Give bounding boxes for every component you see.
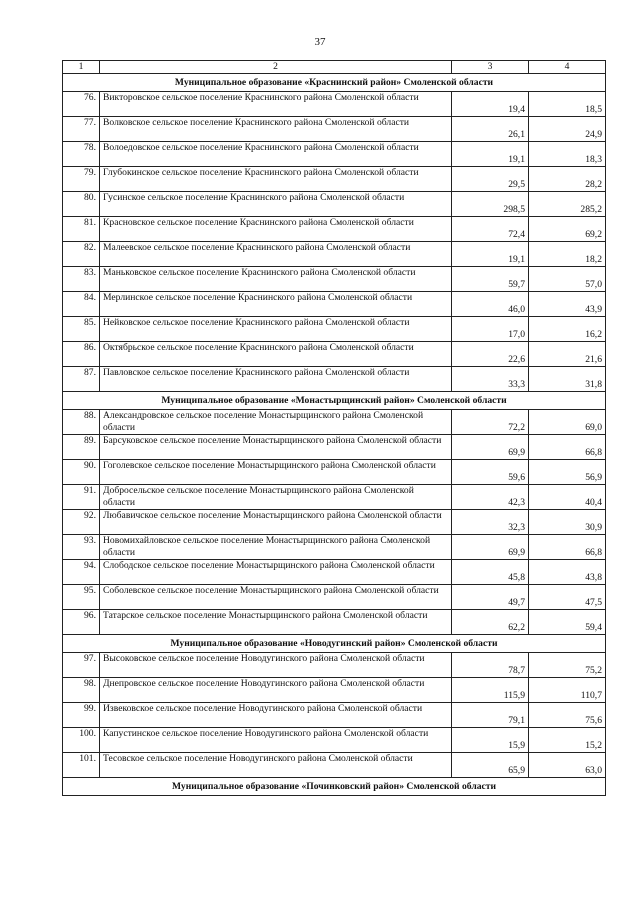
row-number: 85.	[63, 317, 100, 342]
value-column-3: 72,4	[452, 217, 529, 242]
value-column-4: 47,5	[529, 585, 606, 610]
settlement-name: Красновское сельское поселение Краснинского района Смоленской области	[100, 217, 452, 242]
section-title: Муниципальное образование «Починковский район» Смоленской области	[63, 778, 606, 796]
table-row	[63, 703, 606, 728]
section-title: Муниципальное образование «Новодугинский район» Смоленской области	[63, 635, 606, 653]
value-column-4: 59,4	[529, 610, 606, 635]
value-column-3: 69,9	[452, 535, 529, 560]
settlement-name: Капустинское сельское поселение Новодугинского района Смоленской области	[100, 728, 452, 753]
settlement-name: Волковское сельское поселение Краснинского района Смоленской области	[100, 117, 452, 142]
row-number: 89.	[63, 435, 100, 460]
value-column-3: 79,1	[452, 703, 529, 728]
column-header: 1	[63, 61, 100, 74]
settlement-name: Извековское сельское поселение Новодугинского района Смоленской области	[100, 703, 452, 728]
page-number: 37	[314, 36, 326, 48]
value-column-3: 59,6	[452, 460, 529, 485]
value-column-3: 65,9	[452, 753, 529, 778]
value-column-4: 69,0	[529, 410, 606, 435]
table-row	[63, 167, 606, 192]
value-column-3: 62,2	[452, 610, 529, 635]
value-column-4: 66,8	[529, 535, 606, 560]
value-column-4: 40,4	[529, 485, 606, 510]
value-column-4: 21,6	[529, 342, 606, 367]
settlement-name: Любавичское сельское поселение Монастырщинского района Смоленской области	[100, 510, 452, 535]
section-header-row	[63, 74, 606, 92]
row-number: 100.	[63, 728, 100, 753]
value-column-3: 15,9	[452, 728, 529, 753]
value-column-3: 72,2	[452, 410, 529, 435]
row-number: 81.	[63, 217, 100, 242]
settlement-name: Волоедовское сельское поселение Краснинского района Смоленской области	[100, 142, 452, 167]
settlement-name: Глубокинское сельское поселение Краснинского района Смоленской области	[100, 167, 452, 192]
table-row	[63, 217, 606, 242]
table-row	[63, 342, 606, 367]
row-number: 82.	[63, 242, 100, 267]
value-column-4: 18,5	[529, 92, 606, 117]
settlement-name: Новомихайловское сельское поселение Монастырщинского района Смоленской области	[100, 535, 452, 560]
value-column-3: 29,5	[452, 167, 529, 192]
value-column-3: 45,8	[452, 560, 529, 585]
table-row	[63, 292, 606, 317]
table-row	[63, 410, 606, 435]
table-row	[63, 510, 606, 535]
settlement-name: Барсуковское сельское поселение Монастырщинского района Смоленской области	[100, 435, 452, 460]
table-row	[63, 560, 606, 585]
value-column-4: 69,2	[529, 217, 606, 242]
column-header: 3	[452, 61, 529, 74]
table-row	[63, 610, 606, 635]
value-column-3: 59,7	[452, 267, 529, 292]
value-column-3: 46,0	[452, 292, 529, 317]
value-column-4: 75,2	[529, 653, 606, 678]
column-header: 4	[529, 61, 606, 74]
settlement-name: Мерлинское сельское поселение Краснинского района Смоленской области	[100, 292, 452, 317]
table-row	[63, 678, 606, 703]
section-header-row	[63, 635, 606, 653]
section-header-row	[63, 778, 606, 796]
table-row	[63, 653, 606, 678]
settlement-name: Тесовское сельское поселение Новодугинского района Смоленской области	[100, 753, 452, 778]
value-column-4: 16,2	[529, 317, 606, 342]
value-column-3: 19,4	[452, 92, 529, 117]
value-column-4: 110,7	[529, 678, 606, 703]
value-column-3: 115,9	[452, 678, 529, 703]
value-column-4: 285,2	[529, 192, 606, 217]
value-column-3: 42,3	[452, 485, 529, 510]
row-number: 78.	[63, 142, 100, 167]
table-row	[63, 485, 606, 510]
section-header-row	[63, 392, 606, 410]
settlement-name: Нейковское сельское поселение Краснинского района Смоленской области	[100, 317, 452, 342]
settlement-name: Татарское сельское поселение Монастырщинского района Смоленской области	[100, 610, 452, 635]
row-number: 97.	[63, 653, 100, 678]
settlement-name: Александровское сельское поселение Монастырщинского района Смоленской области	[100, 410, 452, 435]
value-column-4: 75,6	[529, 703, 606, 728]
row-number: 79.	[63, 167, 100, 192]
column-header: 2	[100, 61, 452, 74]
table-row	[63, 435, 606, 460]
settlement-name: Гоголевское сельское поселение Монастырщинского района Смоленской области	[100, 460, 452, 485]
value-column-4: 31,8	[529, 367, 606, 392]
value-column-4: 43,9	[529, 292, 606, 317]
value-column-4: 57,0	[529, 267, 606, 292]
data-table	[62, 60, 606, 796]
row-number: 77.	[63, 117, 100, 142]
row-number: 91.	[63, 485, 100, 510]
value-column-4: 56,9	[529, 460, 606, 485]
value-column-3: 32,3	[452, 510, 529, 535]
settlement-name: Высоковское сельское поселение Новодугинского района Смоленской области	[100, 653, 452, 678]
table-row	[63, 460, 606, 485]
row-number: 94.	[63, 560, 100, 585]
value-column-4: 66,8	[529, 435, 606, 460]
value-column-3: 19,1	[452, 242, 529, 267]
row-number: 86.	[63, 342, 100, 367]
row-number: 92.	[63, 510, 100, 535]
section-title: Муниципальное образование «Краснинский район» Смоленской области	[63, 74, 606, 92]
value-column-4: 18,3	[529, 142, 606, 167]
table-row	[63, 317, 606, 342]
value-column-4: 43,8	[529, 560, 606, 585]
settlement-name: Павловское сельское поселение Краснинского района Смоленской области	[100, 367, 452, 392]
table-row	[63, 535, 606, 560]
value-column-3: 298,5	[452, 192, 529, 217]
row-number: 95.	[63, 585, 100, 610]
value-column-4: 28,2	[529, 167, 606, 192]
row-number: 84.	[63, 292, 100, 317]
row-number: 98.	[63, 678, 100, 703]
value-column-4: 24,9	[529, 117, 606, 142]
value-column-3: 33,3	[452, 367, 529, 392]
value-column-4: 18,2	[529, 242, 606, 267]
table-row	[63, 753, 606, 778]
value-column-3: 19,1	[452, 142, 529, 167]
table-row	[63, 192, 606, 217]
row-number: 101.	[63, 753, 100, 778]
settlement-name: Добросельское сельское поселение Монастырщинского района Смоленской области	[100, 485, 452, 510]
row-number: 76.	[63, 92, 100, 117]
value-column-3: 26,1	[452, 117, 529, 142]
table-row	[63, 92, 606, 117]
value-column-3: 17,0	[452, 317, 529, 342]
settlement-name: Гусинское сельское поселение Краснинского района Смоленской области	[100, 192, 452, 217]
settlement-name: Октябрьское сельское поселение Краснинского района Смоленской области	[100, 342, 452, 367]
value-column-3: 69,9	[452, 435, 529, 460]
value-column-3: 49,7	[452, 585, 529, 610]
settlement-name: Маньковское сельское поселение Краснинского района Смоленской области	[100, 267, 452, 292]
value-column-3: 22,6	[452, 342, 529, 367]
table-row	[63, 242, 606, 267]
settlement-name: Слободское сельское поселение Монастырщинского района Смоленской области	[100, 560, 452, 585]
row-number: 99.	[63, 703, 100, 728]
settlement-name: Викторовское сельское поселение Краснинского района Смоленской области	[100, 92, 452, 117]
row-number: 83.	[63, 267, 100, 292]
section-title: Муниципальное образование «Монастырщинский район» Смоленской области	[63, 392, 606, 410]
table-row	[63, 142, 606, 167]
table-row	[63, 267, 606, 292]
value-column-4: 30,9	[529, 510, 606, 535]
settlement-name: Днепровское сельское поселение Новодугинского района Смоленской области	[100, 678, 452, 703]
row-number: 88.	[63, 410, 100, 435]
settlement-name: Малеевское сельское поселение Краснинского района Смоленской области	[100, 242, 452, 267]
table-row	[63, 117, 606, 142]
table-row	[63, 728, 606, 753]
row-number: 80.	[63, 192, 100, 217]
value-column-4: 63,0	[529, 753, 606, 778]
settlement-name: Соболевское сельское поселение Монастырщинского района Смоленской области	[100, 585, 452, 610]
row-number: 93.	[63, 535, 100, 560]
column-header-row	[63, 61, 606, 74]
row-number: 90.	[63, 460, 100, 485]
value-column-4: 15,2	[529, 728, 606, 753]
table-row	[63, 367, 606, 392]
table-row	[63, 585, 606, 610]
row-number: 87.	[63, 367, 100, 392]
row-number: 96.	[63, 610, 100, 635]
value-column-3: 78,7	[452, 653, 529, 678]
